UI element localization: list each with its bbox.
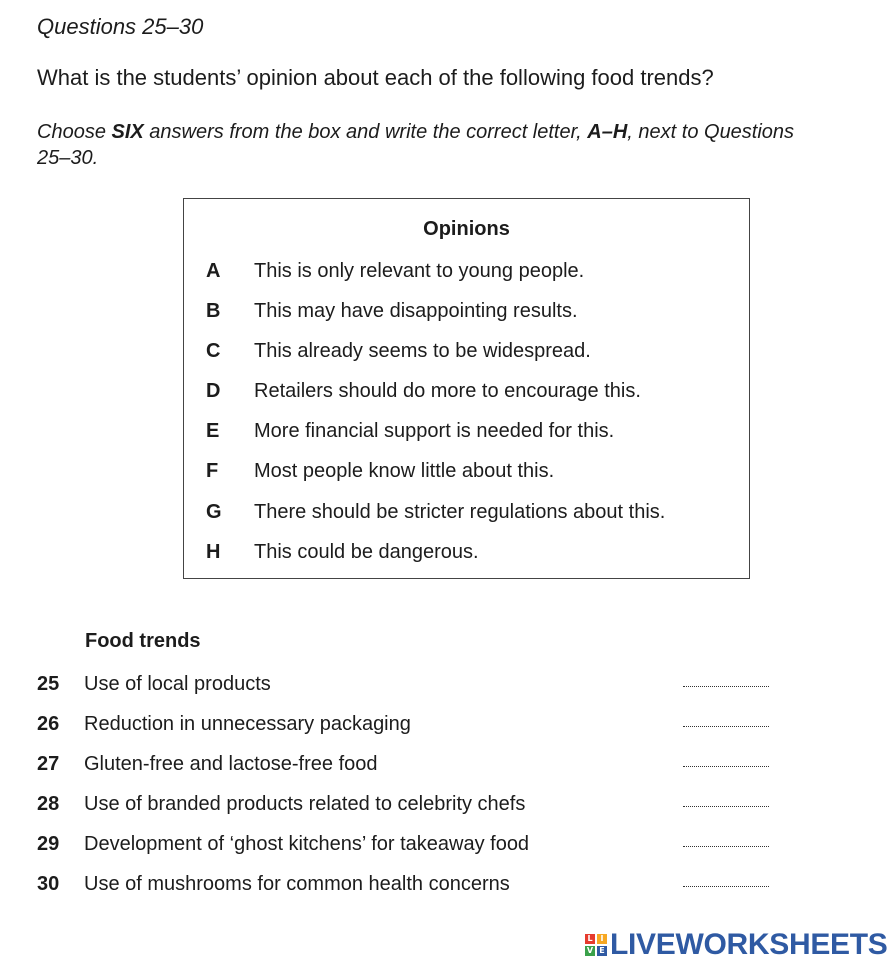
opinion-text: There should be stricter regulations about this. (254, 501, 666, 523)
opinion-letter: A (206, 260, 221, 282)
instruction-text (37, 119, 817, 171)
opinion-letter: F (206, 460, 219, 482)
question-row (37, 871, 777, 897)
question-number: 30 (37, 873, 60, 895)
answer-blank[interactable] (683, 886, 769, 887)
liveworksheets-logo-icon (585, 934, 607, 956)
opinion-text: This may have disappointing results. (254, 300, 578, 322)
instruction-six: SIX (111, 121, 144, 143)
opinion-letter: B (206, 300, 221, 322)
instruction-part3: , next to Questions 25–30. (37, 121, 795, 169)
opinion-text: More financial support is needed for this. (254, 420, 615, 442)
answer-blank[interactable] (683, 686, 769, 687)
answer-blank[interactable] (683, 766, 769, 767)
question-number: 28 (37, 793, 60, 815)
opinion-letter: E (206, 420, 220, 442)
opinions-title: Opinions (423, 218, 510, 240)
opinions-box (183, 198, 750, 579)
opinion-text: Most people know little about this. (254, 460, 555, 482)
opinion-letter: G (206, 501, 222, 523)
question-prompt: What is the students’ opinion about each of the following food trends? (37, 65, 714, 90)
logo-letter-i: I (597, 934, 607, 944)
answer-blank[interactable] (683, 846, 769, 847)
question-row (37, 791, 777, 817)
question-row (37, 671, 777, 697)
question-number: 27 (37, 753, 60, 775)
questions-heading: Questions 25–30 (37, 14, 204, 39)
opinion-letter: D (206, 380, 221, 402)
opinion-text: This already seems to be widespread. (254, 340, 591, 362)
question-number: 25 (37, 673, 60, 695)
question-text: Gluten-free and lactose-free food (84, 753, 378, 775)
question-row (37, 751, 777, 777)
question-text: Use of local products (84, 673, 271, 695)
instruction-range: A–H (587, 121, 628, 143)
question-text: Reduction in unnecessary packaging (84, 713, 411, 735)
opinion-letter: H (206, 541, 221, 563)
question-row (37, 711, 777, 737)
question-text: Use of branded products related to celebrity chefs (84, 793, 526, 815)
opinion-text: This could be dangerous. (254, 541, 479, 563)
instruction-part1: Choose (37, 121, 112, 143)
logo-text: LIVEWORKSHEETS (610, 928, 888, 961)
logo-letter-e: E (597, 946, 607, 956)
question-number: 29 (37, 833, 60, 855)
logo-letter-l: L (585, 934, 595, 944)
instruction-part2: answers from the box and write the correct letter, (143, 121, 588, 143)
liveworksheets-logo[interactable] (585, 930, 888, 960)
answer-blank[interactable] (683, 726, 769, 727)
question-text: Development of ‘ghost kitchens’ for takeaway food (84, 833, 530, 855)
question-number: 26 (37, 713, 60, 735)
question-text: Use of mushrooms for common health concerns (84, 873, 510, 895)
opinion-text: This is only relevant to young people. (254, 260, 585, 282)
opinion-text: Retailers should do more to encourage this. (254, 380, 641, 402)
opinion-letter: C (206, 340, 221, 362)
logo-letter-v: V (586, 946, 594, 955)
food-trends-heading: Food trends (85, 630, 201, 652)
answer-blank[interactable] (683, 806, 769, 807)
question-row (37, 831, 777, 857)
